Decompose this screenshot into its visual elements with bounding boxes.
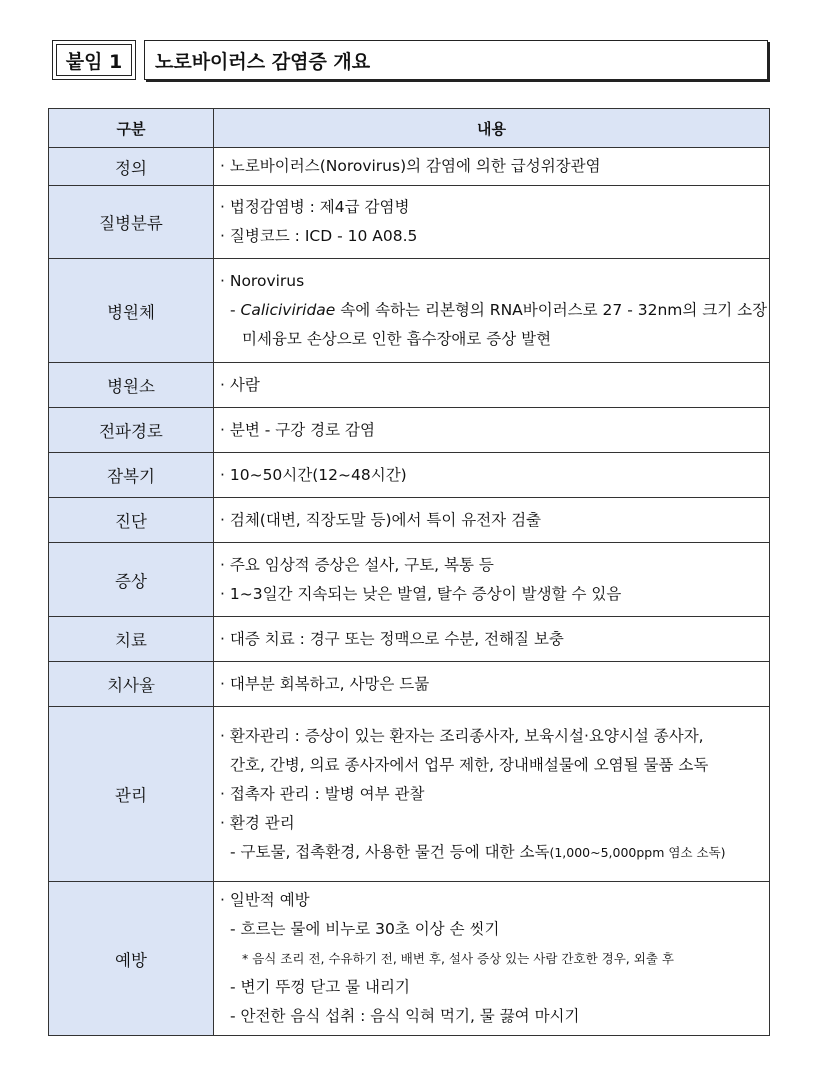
content-line: - 변기 뚜껑 닫고 물 내리기 [230, 978, 410, 996]
content-line: · 환경 관리 [220, 813, 295, 832]
content-line: - Caliciviridae 속에 속하는 리본형의 RNA바이러스로 27 - 32nm의 크기 소장 [230, 301, 768, 319]
table-row [49, 363, 770, 408]
row-content [214, 148, 770, 186]
content-note: (1,000~5,000ppm 염소 소독) [549, 844, 726, 860]
row-category: 질병분류 [49, 186, 214, 259]
content-line: · 10~50시간(12~48시간) [220, 465, 407, 484]
column-header-content: 내용 [214, 109, 770, 148]
overview-table [48, 108, 770, 1036]
row-category: 예방 [49, 882, 214, 1036]
content-line: · 주요 임상적 증상은 설사, 구토, 복통 등 [220, 555, 494, 574]
row-category: 병원소 [49, 363, 214, 408]
content-line: · 대증 치료 : 경구 또는 정맥으로 수분, 전해질 보충 [220, 629, 564, 648]
row-category: 관리 [49, 707, 214, 882]
table-row [49, 882, 770, 1036]
table-row [49, 662, 770, 707]
table-header-row [49, 109, 770, 148]
row-category: 병원체 [49, 259, 214, 363]
row-content [214, 882, 770, 1036]
attachment-tag: 붙임 1 [52, 40, 136, 80]
row-category: 치사율 [49, 662, 214, 707]
content-line [220, 838, 763, 867]
table-row [49, 707, 770, 882]
row-content [214, 707, 770, 882]
content-line: - 흐르는 물에 비누로 30초 이상 손 씻기 [230, 920, 500, 938]
document-heading [52, 40, 768, 82]
content-line: · 노로바이러스(Norovirus)의 감염에 의한 급성위장관염 [220, 157, 601, 175]
row-category: 잠복기 [49, 453, 214, 498]
content-line: · 사람 [220, 375, 260, 394]
table-row [49, 259, 770, 363]
content-text: - 구토물, 접촉환경, 사용한 물건 등에 대한 소독 [230, 842, 550, 861]
row-content [214, 408, 770, 453]
table-row [49, 498, 770, 543]
content-line: · 1~3일간 지속되는 낮은 발열, 탈수 증상이 발생할 수 있음 [220, 584, 622, 603]
table-row [49, 148, 770, 186]
content-line: · 환자관리 : 증상이 있는 환자는 조리종사자, 보육시설·요양시설 종사자, [220, 726, 704, 745]
content-line: · Norovirus [220, 272, 305, 290]
content-line: · 대부분 회복하고, 사망은 드묾 [220, 674, 430, 693]
row-content [214, 363, 770, 408]
row-category: 정의 [49, 148, 214, 186]
row-category: 치료 [49, 617, 214, 662]
row-content [214, 662, 770, 707]
content-line: · 접촉자 관리 : 발병 여부 관찰 [220, 784, 425, 803]
row-content [214, 453, 770, 498]
content-line: · 질병코드 : ICD - 10 A08.5 [220, 227, 418, 245]
table-row [49, 453, 770, 498]
content-line: - 안전한 음식 섭취 : 음식 익혀 먹기, 물 끓여 마시기 [230, 1007, 580, 1025]
column-header-category: 구분 [49, 109, 214, 148]
content-line: 미세융모 손상으로 인한 흡수장애로 증상 발현 [242, 330, 552, 348]
content-line: 간호, 간병, 의료 종사자에서 업무 제한, 장내배설물에 오염될 물품 소독 [230, 755, 709, 774]
content-line: · 검체(대변, 직장도말 등)에서 특이 유전자 검출 [220, 510, 542, 529]
table-row [49, 617, 770, 662]
content-line: * 음식 조리 전, 수유하기 전, 배변 후, 설사 증상 있는 사람 간호한 경우, 외출 후 [242, 951, 674, 966]
content-text: 속에 속하는 리본형의 RNA바이러스로 27 - 32nm의 크기 소장 [335, 301, 768, 319]
family-name: Caliciviridae [240, 301, 336, 319]
row-category: 증상 [49, 543, 214, 617]
row-content [214, 186, 770, 259]
content-line: · 일반적 예방 [220, 891, 310, 909]
table-row [49, 543, 770, 617]
table-row [49, 408, 770, 453]
row-category: 전파경로 [49, 408, 214, 453]
table-row [49, 186, 770, 259]
row-category: 진단 [49, 498, 214, 543]
row-content [214, 259, 770, 363]
row-content [214, 498, 770, 543]
content-line: · 분변 - 구강 경로 감염 [220, 420, 375, 439]
document-title: 노로바이러스 감염증 개요 [144, 40, 768, 80]
row-content [214, 617, 770, 662]
content-line: · 법정감염병 : 제4급 감염병 [220, 198, 410, 216]
row-content [214, 543, 770, 617]
